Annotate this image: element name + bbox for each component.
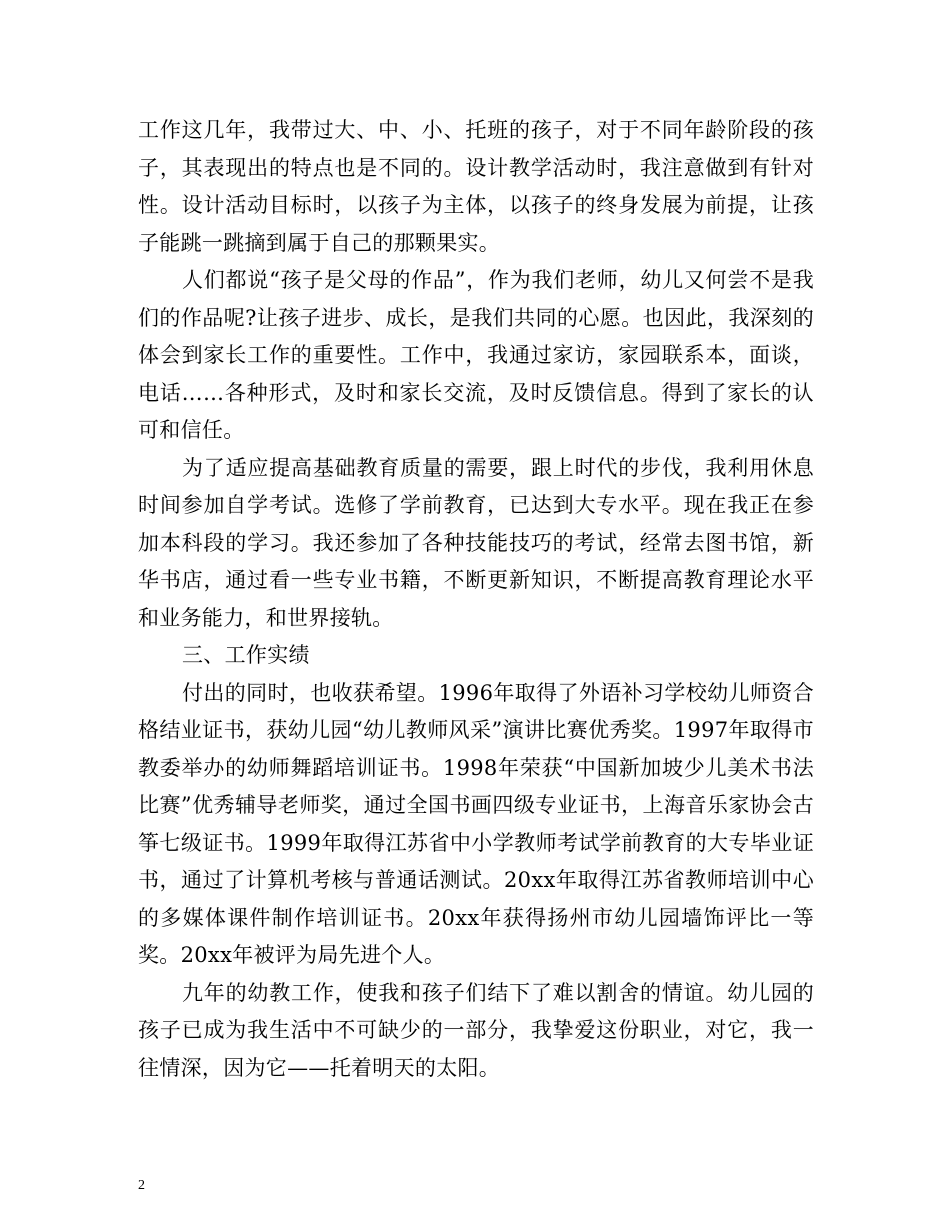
paragraph-experience: 工作这几年，我带过大、中、小、托班的孩子，对于不同年龄阶段的孩子，其表现出的特点也是不同的。设计教学活动时，我注意做到有针对性。设计活动目标时，以孩子为主体，以孩子的终身发展为前提，让孩子能跳一跳摘到属于自己的那颗果实。 [138, 118, 814, 255]
paragraph-conclusion: 九年的幼教工作，使我和孩子们结下了难以割舍的情谊。幼儿园的孩子已成为我生活中不可缺少的一部分，我挚爱这份职业，对它，我一往情深，因为它——托着明天的太阳。 [138, 980, 814, 1080]
section-heading-achievements: 三、工作实绩 [182, 643, 310, 667]
page-number: 2 [138, 1178, 145, 1193]
paragraph-self-study: 为了适应提高基础教育质量的需要，跟上时代的步伐，我利用休息时间参加自学考试。选修了学前教育，已达到大专水平。现在我正在参加本科段的学习。我还参加了各种技能技巧的考试，经常去图书馆，新华书店，通过看一些专业书籍，不断更新知识，不断提高教育理论水平和业务能力，和世界接轨。 [138, 455, 814, 630]
paragraph-parents-work: 人们都说“孩子是父母的作品”，作为我们老师，幼儿又何尝不是我们的作品呢?让孩子进步、成长，是我们共同的心愿。也因此，我深刻的体会到家长工作的重要性。工作中，我通过家访，家园联系本，面谈，电话……各种形式，及时和家长交流，及时反馈信息。得到了家长的认可和信任。 [138, 268, 814, 442]
paragraph-achievements: 付出的同时，也收获希望。1996年取得了外语补习学校幼儿师资合格结业证书，获幼儿园“幼儿教师风采”演讲比赛优秀奖。1997年取得市教委举办的幼师舞蹈培训证书。1998年荣获“中国新加坡少儿美术书法比赛”优秀辅导老师奖，通过全国书画四级专业证书，上海音乐家协会古筝七级证书。1999年取得江苏省中小学教师考试学前教育的大专毕业证书，通过了计算机考核与普通话测试。20xx年取得江苏省教师培训中心的多媒体课件制作培训证书。20xx年获得扬州市幼儿园墙饰评比一等奖。20xx年被评为局先进个人。 [138, 680, 814, 967]
document-body [138, 112, 814, 1087]
